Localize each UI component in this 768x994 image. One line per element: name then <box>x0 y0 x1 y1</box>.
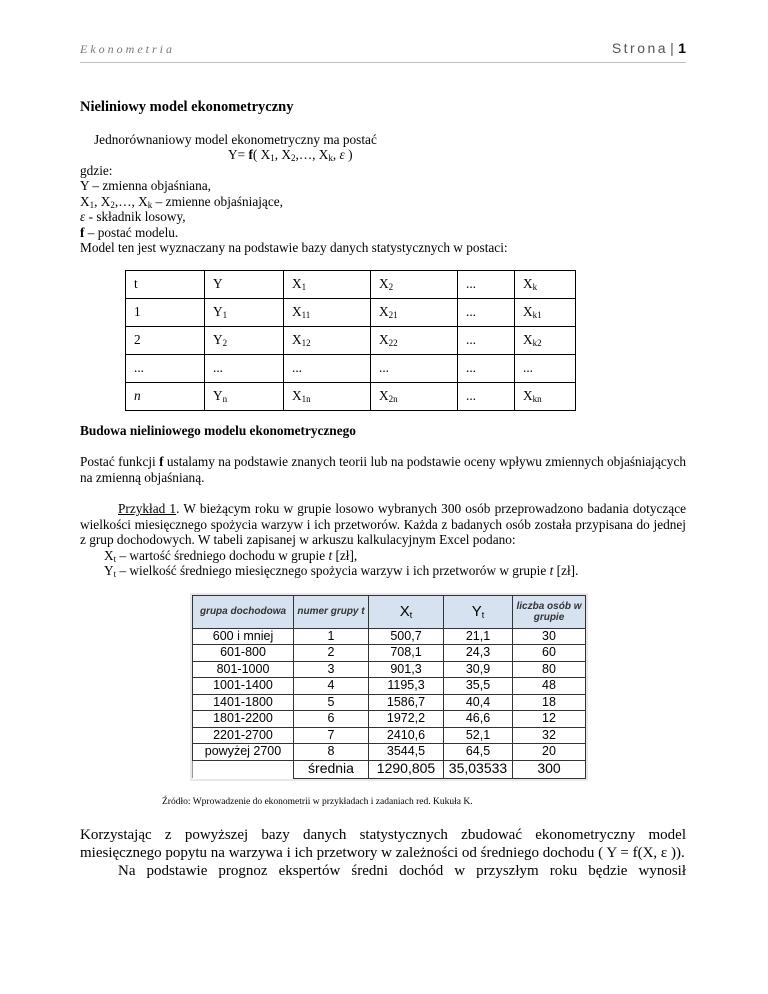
formula-args: ( $X_1$, $X_2,\dots$, $X_k$, ε ) <box>252 147 353 163</box>
excel-cell: 3 <box>294 661 369 678</box>
table-cell: $X_k$ <box>515 270 576 298</box>
excel-header-cell: grupa dochodowa <box>193 595 294 628</box>
header-doc-title: Ekonometria <box>80 42 175 56</box>
excel-table-image <box>190 593 588 781</box>
table-cell: $Y_1$ <box>205 298 284 326</box>
xt-definition: $X_t$ – wartość średniego dochodu w grupie t [zł], <box>104 547 358 564</box>
excel-row <box>193 645 586 662</box>
gdzie-label: gdzie: <box>80 162 113 178</box>
excel-cell: 20 <box>513 744 586 761</box>
excel-summary-cell: 35,03533 <box>444 760 513 778</box>
table-cell: $Y_n$ <box>205 382 284 410</box>
excel-cell: 801-1000 <box>193 661 294 678</box>
table-cell: $X_1$ <box>284 270 371 298</box>
table-cell: ... <box>205 354 284 382</box>
excel-cell: 1 <box>294 628 369 645</box>
table-cell: $Y_2$ <box>205 326 284 354</box>
excel-cell: powyżej 2700 <box>193 744 294 761</box>
table-cell: $X_{k1}$ <box>515 298 576 326</box>
table-cell: $X_{22}$ <box>371 326 458 354</box>
table-cell: $X_{11}$ <box>284 298 371 326</box>
table-row <box>126 270 576 298</box>
example-label: Przykład 1 <box>118 501 177 516</box>
excel-cell: 1586,7 <box>369 694 444 711</box>
excel-cell: 3544,5 <box>369 744 444 761</box>
excel-cell: 7 <box>294 727 369 744</box>
excel-cell: 12 <box>513 711 586 728</box>
excel-cell: 35,5 <box>444 678 513 695</box>
excel-header-row <box>193 595 586 628</box>
table-cell: $X_{2n}$ <box>371 382 458 410</box>
table-cell: t <box>126 270 205 298</box>
def-f: f – postać modelu. <box>80 224 179 240</box>
excel-summary-cell: 300 <box>513 760 586 778</box>
excel-cell: 1801-2200 <box>193 711 294 728</box>
final-paragraph: Korzystając z powyższej bazy danych statystycznych zbudować ekonometryczny model miesięcznego popytu na warzywa i ich przetwory w zależności od średniego dochodu ( Y = f(X, ε )). <box>80 827 686 861</box>
excel-header-cell: $X_t$ <box>369 595 444 628</box>
table-cell: $X_{12}$ <box>284 326 371 354</box>
excel-row <box>193 694 586 711</box>
header-divider <box>80 62 686 63</box>
table-row <box>126 326 576 354</box>
table-cell: ... <box>126 354 205 382</box>
table-cell: $X_{kn}$ <box>515 382 576 410</box>
excel-cell: 500,7 <box>369 628 444 645</box>
def-x: $X_1$, $X_2,\dots$, $X_k$ – zmienne objaśniające, <box>80 193 283 210</box>
table-cell: ... <box>458 326 515 354</box>
def-y: Y – zmienna objaśniana, <box>80 178 211 193</box>
excel-cell: 1401-1800 <box>193 694 294 711</box>
excel-cell: 24,3 <box>444 645 513 662</box>
excel-cell: 30,9 <box>444 661 513 678</box>
excel-header-cell: numer grupy t <box>294 595 369 628</box>
table-row <box>126 298 576 326</box>
def-e: ε - składnik losowy, <box>80 209 186 224</box>
page-title: Nieliniowy model ekonometryczny <box>80 99 294 115</box>
excel-row <box>193 628 586 645</box>
excel-cell: 1195,3 <box>369 678 444 695</box>
excel-cell <box>193 760 294 778</box>
table-cell: $X_2$ <box>371 270 458 298</box>
table-cell: $X_{k2}$ <box>515 326 576 354</box>
excel-cell: 901,3 <box>369 661 444 678</box>
example-paragraph <box>80 501 686 548</box>
formula-pre: Y= <box>228 147 249 162</box>
excel-cell: 8 <box>294 744 369 761</box>
excel-cell: 2201-2700 <box>193 727 294 744</box>
table-cell: 2 <box>126 326 205 354</box>
table-cell: ... <box>458 298 515 326</box>
definitions <box>80 163 686 256</box>
final-paragraph-2: Na podstawie prognoz ekspertów średni dochód w przyszłym roku będzie wynosił <box>118 863 686 879</box>
section-paragraph: Postać funkcji f ustalamy na podstawie znanych teorii lub na podstawie oceny wpływu zmiennych objaśniających na zmienną objaśnianą. <box>80 454 686 485</box>
excel-cell: 6 <box>294 711 369 728</box>
excel-header-cell: liczba osób w grupie <box>513 595 586 628</box>
excel-cell: 46,6 <box>444 711 513 728</box>
excel-cell: 52,1 <box>444 727 513 744</box>
table-cell: ... <box>458 382 515 410</box>
excel-row <box>193 711 586 728</box>
excel-row <box>193 661 586 678</box>
yt-definition: $Y_t$ – wielkość średniego miesięcznego spożycia warzyw i ich przetworów w grupie t [zł]. <box>104 563 579 579</box>
excel-cell: 2410,6 <box>369 727 444 744</box>
excel-cell: 5 <box>294 694 369 711</box>
source-note: Źródło: Wprowadzenie do ekonometrii w przykładach i zadaniach red. Kukuła K. <box>162 796 473 807</box>
excel-cell: 40,4 <box>444 694 513 711</box>
header-page-label: Strona | 1 <box>611 40 686 56</box>
model-line: Model ten jest wyznaczany na podstawie bazy danych statystycznych w postaci: <box>80 240 508 255</box>
excel-cell: 600 i mniej <box>193 628 294 645</box>
intro-line: Jednorównaniowy model ekonometryczny ma postać <box>94 131 377 147</box>
formula-f: f <box>248 147 253 162</box>
excel-cell: 80 <box>513 661 586 678</box>
page-body <box>80 100 686 880</box>
excel-cell: 64,5 <box>444 744 513 761</box>
excel-cell: 601-800 <box>193 645 294 662</box>
table-cell: ... <box>284 354 371 382</box>
table-cell: Y <box>205 270 284 298</box>
excel-row <box>193 727 586 744</box>
excel-summary-cell: 1290,805 <box>369 760 444 778</box>
header-page-number: 1 <box>678 40 686 56</box>
excel-cell: 708,1 <box>369 645 444 662</box>
excel-summary-cell: średnia <box>294 760 369 778</box>
example-text: . W bieżącym roku w grupie losowo wybranych 300 osób przeprowadzono badania dotyczące wielkości miesięcznego spożycia warzyw i ich przetworów. Każda z badanych osób została przypisana do jednej z grup dochodowych. W tabeli zapisanej w arkuszu kalkulacyjnym Excel podano: <box>80 501 687 547</box>
excel-row <box>193 678 586 695</box>
excel-cell: 21,1 <box>444 628 513 645</box>
excel-cell: 1001-1400 <box>193 678 294 695</box>
model-formula <box>80 147 686 163</box>
excel-cell: 2 <box>294 645 369 662</box>
section-title: Budowa nieliniowego modelu ekonometrycznego <box>80 422 356 438</box>
table-cell: ... <box>515 354 576 382</box>
table-cell: ... <box>371 354 458 382</box>
table-row <box>126 354 576 382</box>
excel-cell: 32 <box>513 727 586 744</box>
excel-table <box>192 595 586 779</box>
excel-row <box>193 744 586 761</box>
excel-cell: 1972,2 <box>369 711 444 728</box>
table-row <box>126 382 576 410</box>
table-cell: ... <box>458 270 515 298</box>
excel-header-cell: $Y_t$ <box>444 595 513 628</box>
excel-cell: 48 <box>513 678 586 695</box>
data-structure-table <box>125 270 576 411</box>
excel-cell: 4 <box>294 678 369 695</box>
excel-cell: 18 <box>513 694 586 711</box>
table-cell: $X_{21}$ <box>371 298 458 326</box>
table-cell: ... <box>458 354 515 382</box>
table-cell: 1 <box>126 298 205 326</box>
table-cell: $X_{1n}$ <box>284 382 371 410</box>
excel-cell: 60 <box>513 645 586 662</box>
header-strona: Strona <box>611 40 669 56</box>
excel-cell: 30 <box>513 628 586 645</box>
excel-summary-row <box>193 760 586 778</box>
table-cell: n <box>126 382 205 410</box>
